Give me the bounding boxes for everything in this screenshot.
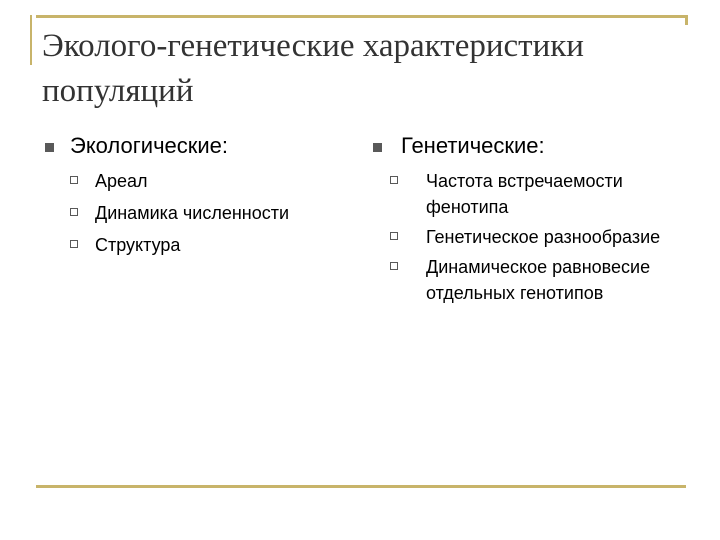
genetic-heading-row (373, 128, 693, 158)
hollow-square-bullet-icon (70, 208, 78, 216)
list-item (45, 168, 289, 194)
ecological-heading: Экологические: (70, 133, 229, 158)
slide-title: Эколого-генетические характеристики популяций (42, 28, 584, 109)
list-item (373, 224, 693, 250)
hollow-square-bullet-icon (70, 176, 78, 184)
left-rule (30, 15, 32, 65)
list-item-text: Частота встречаемости фенотипа (426, 171, 623, 217)
right-rule (685, 15, 688, 25)
hollow-square-bullet-icon (390, 176, 398, 184)
list-item (373, 168, 693, 220)
ecological-column (45, 128, 355, 255)
ecological-list (45, 168, 289, 264)
list-item (373, 254, 693, 306)
list-item-text: Генетическое разнообразие (426, 227, 661, 247)
list-item-text: Динамическое равновесие отдельных генотипов (426, 257, 651, 303)
genetic-list (373, 168, 693, 310)
bottom-rule (36, 485, 686, 488)
top-rule (36, 15, 686, 18)
list-item-text: Структура (95, 235, 181, 255)
square-bullet-icon (373, 143, 382, 152)
hollow-square-bullet-icon (390, 232, 398, 240)
list-item-text: Динамика численности (95, 203, 290, 223)
list-item (45, 232, 289, 258)
ecological-heading-row (45, 128, 355, 158)
list-item-text: Ареал (95, 171, 148, 191)
list-item (45, 200, 289, 226)
hollow-square-bullet-icon (70, 240, 78, 248)
genetic-column (373, 128, 693, 303)
genetic-heading: Генетические: (401, 133, 545, 158)
hollow-square-bullet-icon (390, 262, 398, 270)
square-bullet-icon (45, 143, 54, 152)
